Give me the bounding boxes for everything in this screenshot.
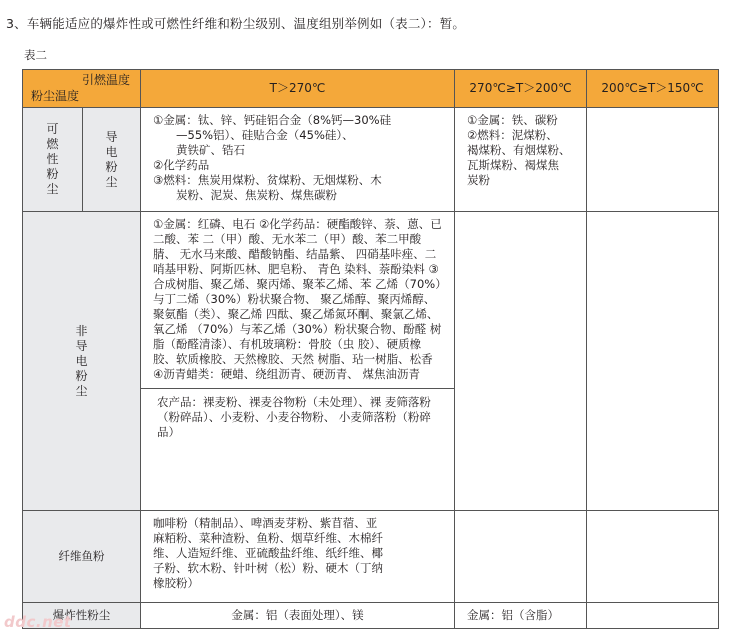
col-header-t2: 270℃≥T＞200℃ (455, 70, 587, 108)
fiber-row (23, 511, 719, 603)
nonconductive-agri-block: 农产品：裸麦粉、裸麦谷物粉（未处理）、裸 麦筛落粉（粉碎品）、小麦粉、小麦谷物粉、 小麦筛落粉（粉碎品） (157, 395, 431, 439)
fiber-fishmeal-cell: 纤维鱼粉 (23, 511, 141, 603)
explosive-t1-cell: 金属：铝（表面处理）、镁 (141, 603, 455, 629)
table-caption: 表二 (24, 48, 47, 62)
explosive-t2-cell: 金属：铝（含脂） (455, 603, 587, 629)
page-heading: 3、车辆能适应的爆炸性或可燃性纤维和粉尘级别、温度组别举例如（表二）：暂。 (6, 16, 466, 31)
conductive-t1-cell: ①金属：钛、锌、钙硅铝合金（8%钙—30%硅 —55%铝）、硅贴合金（45%硅）、 黄铁矿、锆石 ②化学药品 ③燃料：焦炭用煤粉、贫煤粉、无烟煤粉、木 炭粉、泥炭、焦炭粉、煤焦碳粉 (141, 108, 455, 212)
col-header-t1: T＞270℃ (141, 70, 455, 108)
dust-classification-table (22, 69, 719, 629)
nonconductive-row (23, 212, 719, 511)
nonconductive-t1-cell (141, 212, 455, 511)
header-row (23, 70, 719, 108)
fiber-t1-cell: 咖啡粉（精制品）、啤酒麦芽粉、紫苜蓿、亚 麻粨粉、菜种渣粉、鱼粉、烟草纤维、木棉纤 维、人造短纤维、亚硫酸盐纤维、纸纤维、椰 子粉、软木粉、针叶树（松）粉、硬木（丁纳 橡胶粉） (141, 511, 455, 603)
col-header-t3: 200℃≥T＞150℃ (587, 70, 719, 108)
nonconductive-chemicals-block: ①金属：红磷、电石 ②化学药品：硬酯酸锌、萘、蒽、已二酸、苯 二（甲）酸、无水苯二（甲）酸、苯二甲酸腈、 无水马来酸、醋酸钠酯、结晶紫、 四硝基咔痤、二哨基甲粉、阿斯匹林、肥皂粉、 青色 染料、萘酚染料 ③合成树脂、聚乙烯、聚丙烯、聚苯乙烯、苯 乙烯（70%）与丁二烯（30%）粉状聚合物、 聚乙烯醇、聚丙烯醇、聚氨酯（类）、聚乙烯 四酞、聚乙烯氮环酮、聚氯乙烯、氧乙烯 （70%）与苯乙烯（30%）粉状聚合物、酚醛 树脂（酚醛清漆）、有机玻璃粉：骨胶（虫 胶）、硬质橡胶、软质橡胶、天然橡胶、天然 树脂、玷一树脂、松香 ④沥青蜡类：硬蜡、绕组沥青、硬沥青、 煤焦油沥青 (141, 212, 454, 389)
conductive-t3-cell (587, 108, 719, 212)
ignition-temp-label: 引燃温度 (81, 73, 130, 87)
explosive-t3-cell (587, 603, 719, 629)
conductive-dust-cell: 导电粉尘 (83, 108, 141, 212)
nonconductive-t3-cell (587, 212, 719, 511)
conductive-t2-cell: ①金属：铁、碳粉 ②燃料：泥煤粉、 褐煤粉、有烟煤粉、 瓦斯煤粉、褐煤焦 炭粉 (455, 108, 587, 212)
combustible-dust-cell: 可燃性粉尘 (23, 108, 83, 212)
watermark-logo: ddc.net (4, 613, 72, 631)
fiber-t3-cell (587, 511, 719, 603)
explosive-row (23, 603, 719, 629)
explosive-dust-cell: 爆炸性粉尘 (23, 603, 141, 629)
nonconductive-t2-cell (455, 212, 587, 511)
corner-header-cell (23, 70, 141, 108)
nonconductive-dust-cell: 非导电粉尘 (23, 212, 141, 511)
fiber-t2-cell (455, 511, 587, 603)
dust-temp-label: 粉尘温度 (31, 89, 80, 103)
conductive-row (23, 108, 719, 212)
